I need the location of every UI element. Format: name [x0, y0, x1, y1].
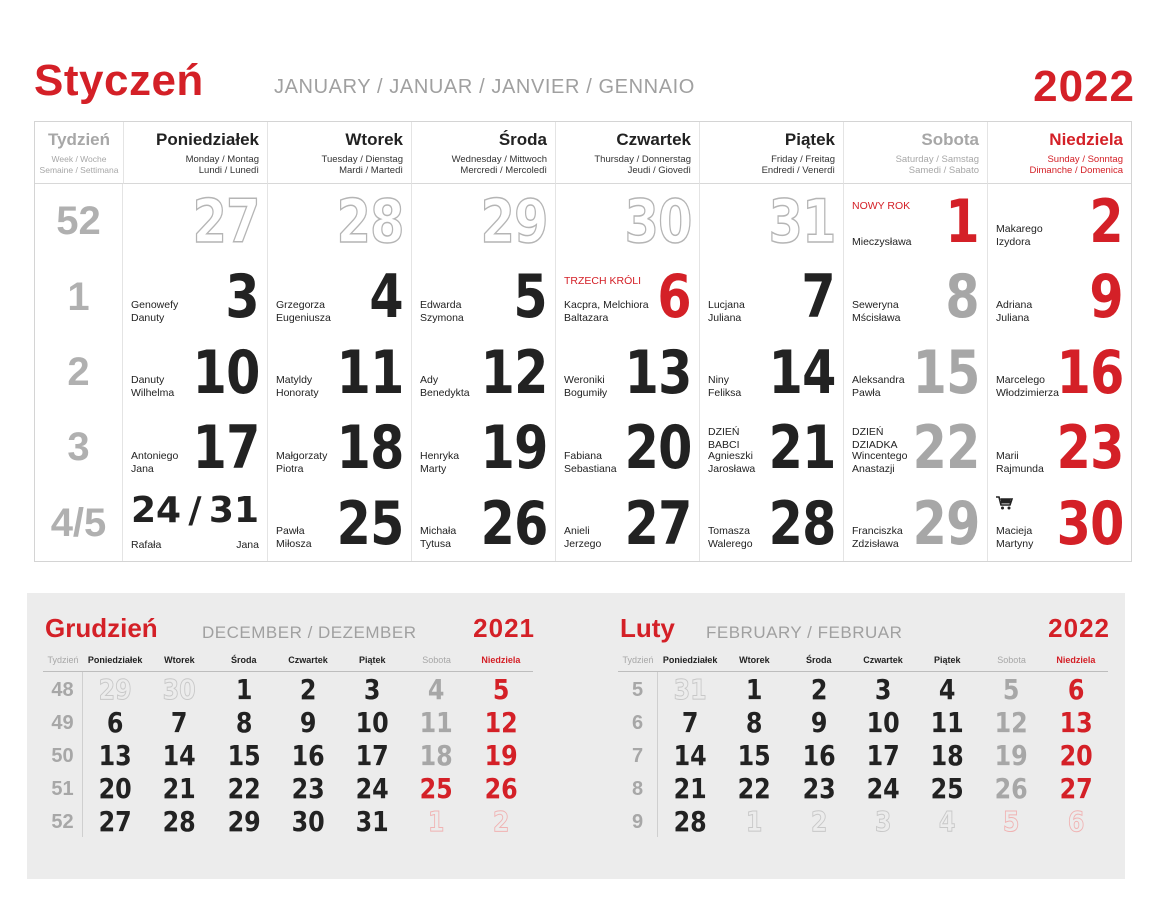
mini-week-number: 5	[618, 672, 658, 705]
mini-day-number: 4	[938, 673, 956, 706]
day-cell	[267, 259, 411, 334]
mini-weekday-header: Piątek	[340, 651, 404, 672]
mini-day-number: 14	[162, 739, 196, 772]
mini-day-number: 9	[810, 706, 827, 739]
mini-month-subtitle: DECEMBER / DEZEMBER	[202, 623, 417, 642]
holiday-label: DZIEŃ DZIADKA	[852, 426, 898, 452]
name-days: Marii Rajmunda	[996, 449, 1044, 475]
day-number: 27	[192, 187, 259, 257]
mini-week-number: 7	[618, 738, 658, 771]
mini-day-number: 27	[98, 805, 132, 838]
day-cell	[123, 410, 267, 485]
day-number: 6	[657, 262, 691, 333]
day-cell	[843, 259, 987, 334]
mini-weekday-header: Sobota	[404, 651, 468, 672]
mini-weekday-header: Tydzień	[43, 651, 83, 672]
day-cell	[411, 410, 555, 485]
weekday-name: Poniedziałek	[156, 130, 259, 149]
mini-day-number: 8	[235, 706, 252, 739]
day-cell	[987, 410, 1131, 485]
mini-week-number: 48	[43, 672, 83, 705]
day-number: 25	[336, 488, 403, 559]
name-days: Aleksandra Pawła	[852, 374, 905, 400]
weekday-translations: Thursday / Donnerstag Jeudi / Giovedì	[594, 154, 691, 176]
day-number: 20	[624, 413, 691, 484]
mini-week-number: 8	[618, 771, 658, 804]
mini-day-number: 26	[995, 772, 1029, 805]
mini-month-subtitle: FEBRUARY / FEBRUAR	[706, 623, 903, 642]
weekday-header	[267, 122, 411, 184]
day-number: 4	[369, 262, 403, 333]
mini-day-number: 30	[291, 805, 325, 838]
shopping-cart-icon	[996, 496, 1014, 510]
mini-day-number: 12	[995, 706, 1029, 739]
mini-weekday-header: Tydzień	[618, 651, 658, 672]
mini-day-number: 2	[492, 805, 510, 838]
weekday-name: Niedziela	[1049, 130, 1123, 149]
mini-day-number: 4	[428, 673, 445, 706]
mini-day-number: 18	[930, 739, 964, 772]
day-number: 7	[801, 262, 835, 333]
day-number: 28	[768, 488, 835, 559]
mini-day-number: 25	[420, 772, 454, 805]
day-cell	[843, 184, 987, 259]
name-days: Marcelego Włodzimierza	[996, 374, 1060, 400]
day-number: 24	[131, 489, 182, 531]
day-number: 30	[1056, 488, 1123, 559]
name-days: Antoniego Jana	[131, 449, 179, 475]
weekday-header	[411, 122, 555, 184]
day-cell	[123, 486, 267, 561]
day-number-split	[131, 490, 259, 531]
mini-day-number: 9	[299, 706, 317, 739]
day-cell	[267, 335, 411, 410]
mini-weekday-header: Niedziela	[1044, 651, 1108, 672]
weekday-translations: Monday / Montag Lundi / Lunedì	[185, 154, 259, 176]
day-number: 19	[480, 413, 547, 484]
day-number: 15	[912, 337, 979, 408]
mini-weekday-header: Czwartek	[276, 651, 340, 672]
mini-calendars-band	[27, 593, 1125, 879]
day-number: 14	[768, 337, 835, 408]
day-number: 30	[624, 187, 691, 257]
day-cell	[123, 184, 267, 259]
mini-day-number: 7	[171, 706, 188, 739]
day-cell	[699, 486, 843, 561]
mini-day-number: 20	[98, 772, 132, 805]
day-number: 31	[208, 489, 259, 531]
mini-day-number: 2	[299, 673, 317, 706]
mini-day-number: 22	[227, 772, 261, 805]
weekday-header	[555, 122, 699, 184]
day-cell	[411, 259, 555, 334]
weekday-name: Piątek	[784, 130, 835, 149]
day-cell	[555, 335, 699, 410]
weekday-header	[35, 122, 123, 184]
name-days: Genowefy Danuty	[131, 298, 179, 324]
day-number: 12	[480, 337, 547, 408]
day-number: 26	[480, 488, 547, 559]
day-number: 18	[336, 413, 403, 484]
weekday-translations: Tuesday / Dienstag Mardi / Martedì	[321, 154, 403, 176]
day-number: 10	[192, 337, 259, 408]
day-cell	[987, 335, 1131, 410]
day-number: 13	[624, 337, 691, 408]
name-days: Weroniki Bogumiły	[564, 374, 608, 400]
mini-day-number: 5	[1003, 805, 1020, 838]
day-number: 29	[912, 488, 979, 559]
day-cell	[699, 259, 843, 334]
mini-day-number: 23	[802, 772, 836, 805]
mini-day-number: 11	[420, 706, 454, 739]
holiday-label: NOWY ROK	[852, 200, 911, 212]
day-number: 16	[1056, 337, 1123, 408]
week-number: 3	[35, 410, 123, 485]
mini-weekday-header: Poniedziałek	[83, 651, 147, 672]
name-days: Adriana Juliana	[996, 298, 1033, 324]
weekday-translations: Week / Woche Semaine / Settimana	[39, 154, 119, 175]
mini-weekday-header: Środa	[787, 651, 851, 672]
mini-day-number: 7	[681, 706, 699, 739]
day-cell	[699, 335, 843, 410]
mini-day-number: 17	[866, 739, 900, 772]
day-cell	[267, 184, 411, 259]
name-days: Ady Benedykta	[420, 374, 470, 400]
mini-day-number: 3	[874, 805, 892, 838]
name-days: Seweryna Mścisława	[852, 298, 901, 324]
name-days: Małgorzaty Piotra	[276, 449, 328, 475]
name-days: Danuty Wilhelma	[131, 374, 175, 400]
main-month-title: Styczeń	[34, 56, 204, 105]
day-number: 11	[336, 337, 403, 408]
day-cell	[411, 335, 555, 410]
holiday-label: DZIEŃ BABCI	[708, 426, 740, 452]
mini-day-number: 3	[363, 673, 381, 706]
name-days: Fabiana Sebastiana	[564, 449, 617, 475]
mini-day-number: 4	[938, 805, 956, 838]
mini-day-number: 6	[106, 706, 124, 739]
mini-day-number: 1	[746, 673, 763, 706]
name-days: Kacpra, Melchiora Baltazara	[564, 298, 649, 324]
day-cell	[843, 335, 987, 410]
mini-day-number: 27	[1059, 772, 1093, 805]
day-cell	[267, 486, 411, 561]
day-number: 17	[192, 413, 259, 484]
name-days: Michała Tytusa	[420, 525, 457, 550]
name-days: Henryka Marty	[420, 449, 460, 475]
name-days-split	[131, 539, 259, 551]
day-cell	[699, 410, 843, 485]
mini-day-number: 30	[162, 673, 196, 706]
day-number: 2	[1089, 187, 1123, 257]
mini-day-number: 5	[1003, 673, 1020, 706]
day-number: 29	[480, 187, 547, 257]
mini-month-title: Grudzień	[45, 613, 158, 643]
mini-day-number: 10	[355, 706, 389, 739]
day-number: 5	[513, 262, 547, 333]
main-calendar-grid	[34, 121, 1132, 562]
main-month-subtitle: JANUARY / JANUAR / JANVIER / GENNAIO	[274, 76, 695, 98]
mini-day-number: 28	[162, 805, 196, 838]
mini-day-number: 11	[930, 706, 964, 739]
day-cell	[987, 184, 1131, 259]
name-days: Wincentego Anastazji	[852, 449, 908, 475]
weekday-translations: Saturday / Samstag Samedi / Sabato	[895, 154, 979, 176]
mini-day-number: 19	[995, 739, 1029, 772]
day-cell	[843, 410, 987, 485]
mini-weekday-header: Czwartek	[851, 651, 915, 672]
name-days: Anieli Jerzego	[564, 525, 602, 550]
day-number: 28	[336, 187, 403, 257]
mini-day-number: 6	[1067, 805, 1085, 838]
weekday-name: Czwartek	[616, 130, 691, 149]
mini-day-number: 24	[866, 772, 900, 805]
weekday-header	[123, 122, 267, 184]
mini-day-number: 2	[810, 673, 827, 706]
day-number: 8	[945, 262, 979, 333]
week-number: 52	[35, 184, 123, 259]
name-days: Matyldy Honoraty	[276, 374, 319, 400]
weekday-header	[843, 122, 987, 184]
mini-day-number: 1	[746, 805, 763, 838]
day-cell	[555, 486, 699, 561]
mini-day-number: 29	[98, 673, 132, 706]
mini-week-number: 52	[43, 804, 83, 837]
mini-week-number: 49	[43, 705, 83, 738]
weekday-translations: Sunday / Sonntag Dimanche / Domenica	[1029, 154, 1123, 176]
mini-day-number: 18	[420, 739, 454, 772]
day-cell	[123, 259, 267, 334]
week-number: 2	[35, 335, 123, 410]
mini-day-number: 16	[291, 739, 325, 772]
mini-calendar-december	[27, 593, 535, 879]
mini-calendar-february	[602, 593, 1110, 879]
name-days: Franciszka Zdzisława	[852, 525, 903, 550]
mini-day-number: 10	[866, 706, 900, 739]
mini-grid	[43, 651, 533, 837]
mini-day-number: 22	[737, 772, 771, 805]
week-number: 4/5	[35, 486, 123, 561]
name-days: Edwarda Szymona	[420, 298, 464, 324]
mini-year: 2022	[1048, 613, 1110, 643]
mini-day-number: 13	[1059, 706, 1093, 739]
day-number: 9	[1089, 262, 1123, 333]
day-cell	[123, 335, 267, 410]
mini-day-number: 19	[484, 739, 518, 772]
day-cell	[411, 486, 555, 561]
mini-week-number: 51	[43, 771, 83, 804]
day-number: 3	[225, 262, 259, 333]
day-cell	[555, 410, 699, 485]
name-days: Makarego Izydora	[996, 223, 1043, 249]
day-number: 22	[912, 413, 979, 484]
mini-day-number: 29	[227, 805, 261, 838]
mini-day-number: 8	[746, 706, 763, 739]
weekday-name: Środa	[498, 130, 547, 149]
mini-weekday-header: Wtorek	[722, 651, 786, 672]
mini-day-number: 25	[930, 772, 964, 805]
mini-day-number: 20	[1059, 739, 1093, 772]
day-cell	[555, 184, 699, 259]
main-year: 2022	[1033, 62, 1135, 111]
mini-day-number: 31	[355, 805, 389, 838]
name-days: Tomasza Walerego	[708, 525, 753, 550]
mini-day-number: 15	[227, 739, 261, 772]
mini-weekday-header: Środa	[212, 651, 276, 672]
weekday-header	[699, 122, 843, 184]
day-cell	[843, 486, 987, 561]
day-cell	[411, 184, 555, 259]
mini-day-number: 5	[492, 673, 510, 706]
mini-weekday-header: Piątek	[915, 651, 979, 672]
day-cell	[987, 259, 1131, 334]
name-days: Mieczysława	[852, 236, 912, 249]
day-number: 1	[945, 187, 979, 257]
weekday-name: Wtorek	[345, 130, 403, 149]
mini-day-number: 23	[291, 772, 325, 805]
day-cell	[699, 184, 843, 259]
mini-day-number: 15	[737, 739, 771, 772]
weekday-name: Sobota	[921, 130, 979, 149]
mini-day-number: 1	[428, 805, 445, 838]
mini-day-number: 6	[1067, 673, 1085, 706]
mini-week-number: 6	[618, 705, 658, 738]
mini-year: 2021	[473, 613, 535, 643]
mini-day-number: 1	[235, 673, 252, 706]
day-separator: /	[188, 489, 202, 531]
name-days: Niny Feliksa	[708, 374, 742, 400]
day-cell	[555, 259, 699, 334]
mini-day-number: 13	[98, 739, 132, 772]
weekday-translations: Wednesday / Mittwoch Mercredi / Mercoledì	[451, 154, 547, 176]
weekday-translations: Friday / Freitag Endredi / Venerdì	[761, 154, 835, 176]
mini-day-number: 28	[673, 805, 707, 838]
weekday-header	[987, 122, 1131, 184]
day-number: 23	[1056, 413, 1123, 484]
mini-weekday-header: Poniedziałek	[658, 651, 722, 672]
name-days: Agnieszki Jarosława	[708, 449, 756, 475]
mini-day-number: 21	[162, 772, 196, 805]
mini-day-number: 16	[802, 739, 836, 772]
mini-week-number: 50	[43, 738, 83, 771]
mini-weekday-header: Wtorek	[147, 651, 211, 672]
name-days: Grzegorza Eugeniusza	[276, 298, 331, 324]
mini-day-number: 24	[355, 772, 389, 805]
mini-day-number: 21	[673, 772, 707, 805]
mini-weekday-header: Niedziela	[469, 651, 533, 672]
mini-day-number: 14	[673, 739, 707, 772]
mini-grid	[618, 651, 1108, 837]
week-number: 1	[35, 259, 123, 334]
mini-month-title: Luty	[620, 613, 675, 643]
mini-day-number: 26	[484, 772, 518, 805]
mini-day-number: 3	[874, 673, 892, 706]
mini-day-number: 17	[355, 739, 389, 772]
name-days: Macieja Martyny	[996, 525, 1034, 550]
weekday-name: Tydzień	[47, 130, 111, 149]
mini-day-number: 31	[673, 673, 707, 706]
name-day: Jana	[236, 539, 259, 551]
day-number: 21	[768, 413, 835, 484]
day-cell	[267, 410, 411, 485]
holiday-label: TRZECH KRÓLI	[564, 275, 642, 288]
mini-weekday-header: Sobota	[979, 651, 1043, 672]
mini-day-number: 12	[484, 706, 518, 739]
name-days: Lucjana Juliana	[708, 298, 745, 324]
day-number: 31	[768, 187, 835, 257]
mini-day-number: 2	[810, 805, 827, 838]
name-day: Rafała	[131, 539, 162, 551]
mini-week-number: 9	[618, 804, 658, 837]
day-cell	[987, 486, 1131, 561]
name-days: Pawła Miłosza	[276, 525, 312, 550]
day-number: 27	[624, 488, 691, 559]
